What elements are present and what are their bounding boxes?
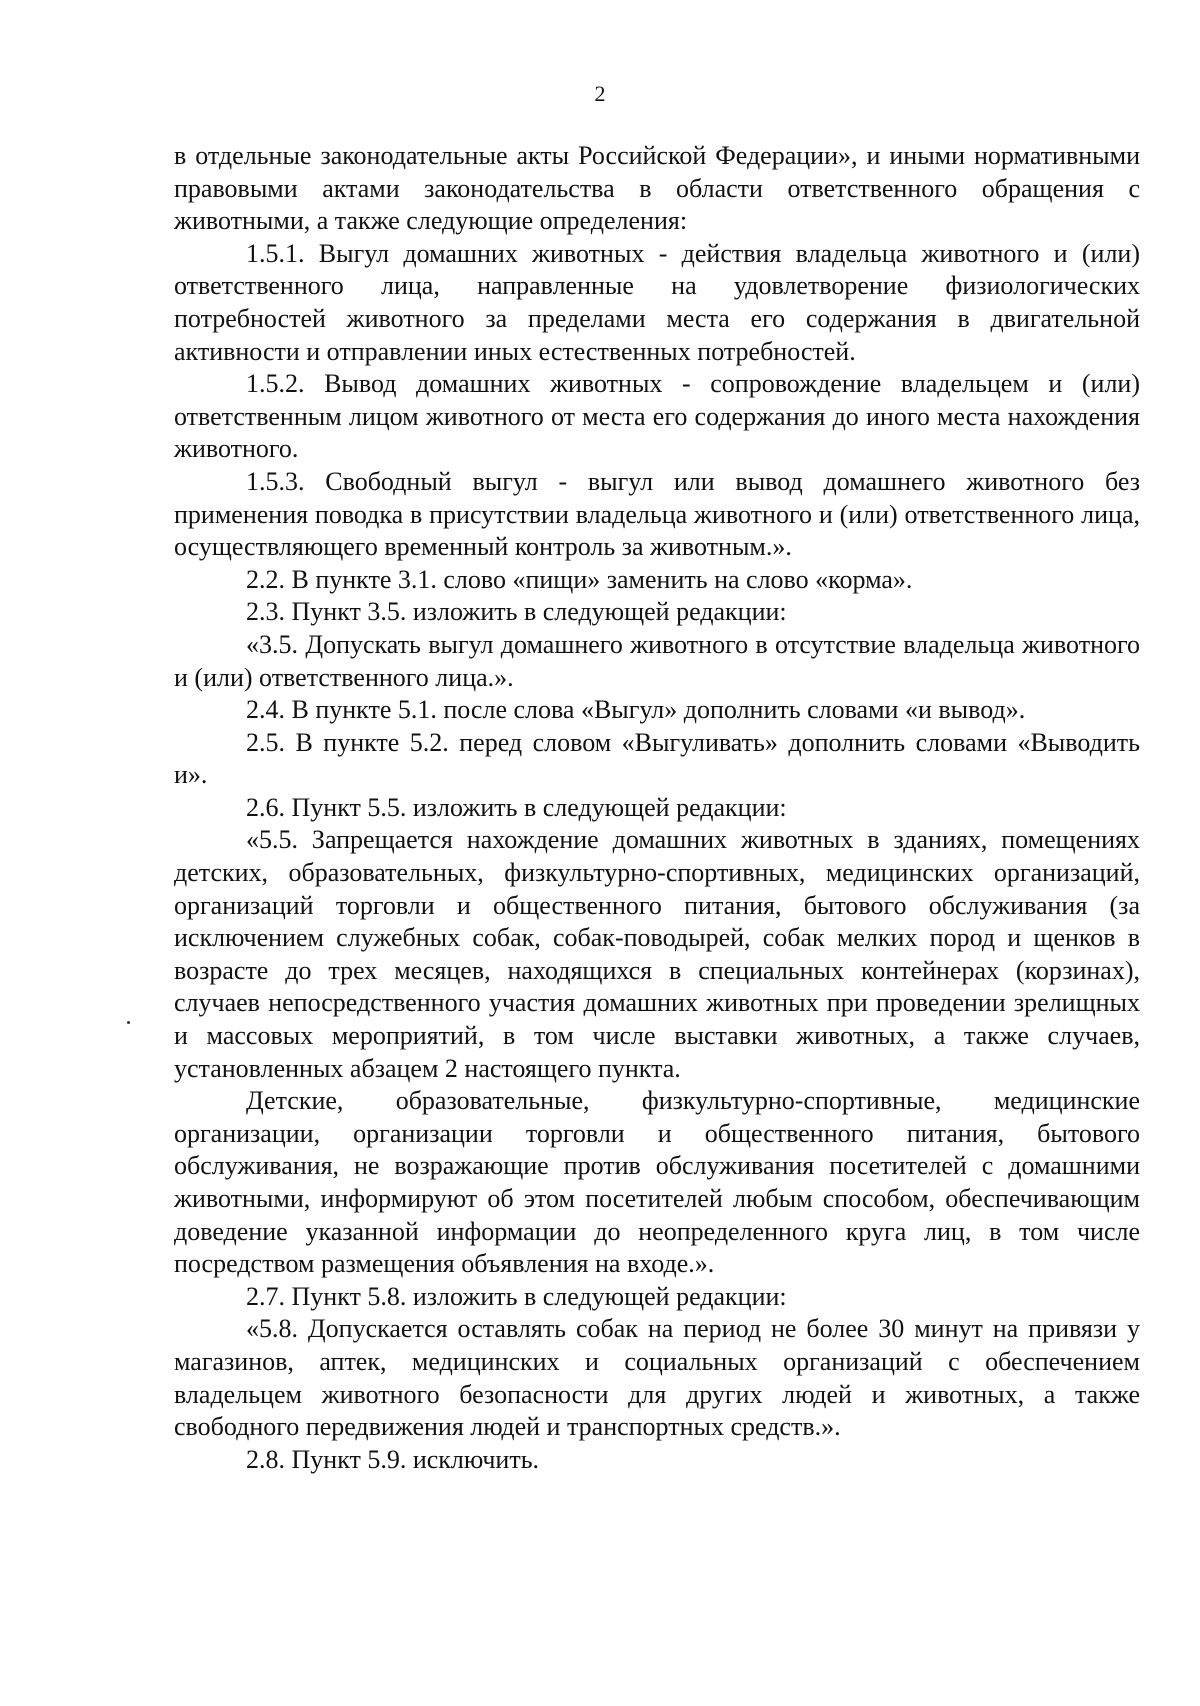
paragraph: 2.7. Пункт 5.8. изложить в следующей редакции: xyxy=(246,1281,787,1311)
paragraph: 2.3. Пункт 3.5. изложить в следующей редакции: xyxy=(246,597,787,627)
paragraph: 2.5. В пункте 5.2. перед словом «Выгуливать» дополнить словами «Выводить и». xyxy=(174,727,1140,790)
paragraph: «3.5. Допускать выгул домашнего животного в отсутствие владельца животного и (или) ответственного лица.». xyxy=(174,629,1140,692)
paragraph: 1.5.3. Свободный выгул - выгул или вывод домашнего животного без применения поводка в присутствии владельца животного и (или) ответственного лица, осуществляющего временный контроль за животным.». xyxy=(174,466,1140,562)
paragraph: 2.4. В пункте 5.1. после слова «Выгул» дополнить словами «и вывод». xyxy=(246,695,1026,725)
paragraph: Детские, образовательные, физкультурно-спортивные, медицинские организации, организации торговли и общественного питания, бытового обслуживания, не возражающие против обслуживания посетителей с домашними животными, информируют об этом посетителей любым способом, обеспечивающим доведение указанной информации до неопределенного круга лиц, в том числе посредством размещения объявления на входе.». xyxy=(174,1086,1140,1279)
paragraph: «5.8. Допускается оставлять собак на период не более 30 минут на привязи у магазинов, аптек, медицинских и социальных организаций с обеспечением владельцем животного безопасности для других людей и животных, а также свободного передвижения людей и транспортных средств.». xyxy=(174,1314,1140,1442)
paragraph: 2.8. Пункт 5.9. исключить. xyxy=(246,1444,540,1474)
paragraph: «5.5. Запрещается нахождение домашних животных в зданиях, помещениях детских, образовательных, физкультурно-спортивных, медицинских организаций, организаций торговли и общественного питания, бытового обслуживания (за исключением служебных собак, собак-поводырей, собак мелких пород и щенков в возрасте до трех месяцев, находящихся в специальных контейнерах (корзинах), случаев непосредственного участия домашних животных при проведении зрелищных и массовых мероприятий, в том числе выставки животных, а также случаев, установленных абзацем 2 настоящего пункта. xyxy=(174,825,1140,1083)
page-number: 2 xyxy=(594,81,606,106)
document-body xyxy=(174,140,1140,1476)
scan-artifact-dot xyxy=(127,1021,130,1024)
paragraph: 2.2. В пункте 3.1. слово «пищи» заменить на слово «корма». xyxy=(246,564,913,594)
paragraph: 1.5.1. Выгул домашних животных - действия владельца животного и (или) ответственного лица, направленные на удовлетворение физиологических потребностей животного за пределами места его содержания в двигательной активности и отправлении иных естественных потребностей. xyxy=(174,238,1140,366)
paragraph: в отдельные законодательные акты Российской Федерации», и иными нормативными правовыми актами законодательства в области ответственного обращения с животными, а также следующие определения: xyxy=(174,141,1140,236)
paragraph: 2.6. Пункт 5.5. изложить в следующей редакции: xyxy=(246,792,787,822)
paragraph: 1.5.2. Вывод домашних животных - сопровождение владельцем и (или) ответственным лицом животного от места его содержания до иного места нахождения животного. xyxy=(174,369,1140,464)
